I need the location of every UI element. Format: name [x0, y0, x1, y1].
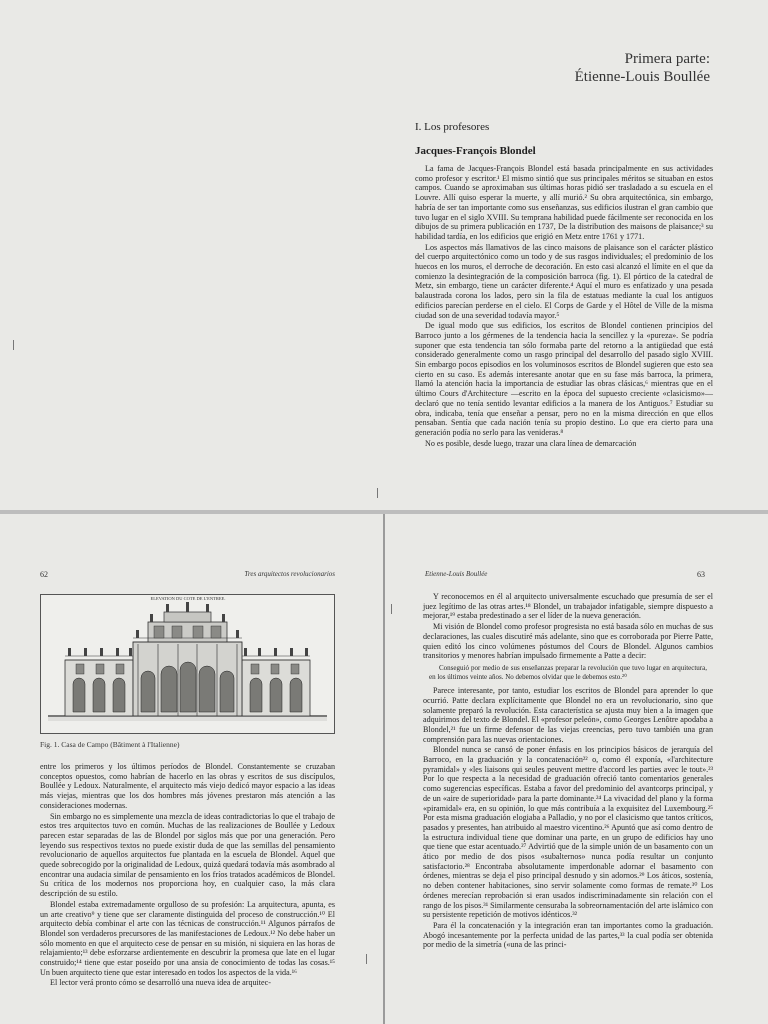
text-column [423, 592, 713, 951]
section-heading: I. Los profesores [415, 121, 490, 133]
facade-engraving [40, 594, 335, 734]
paragraph: De igual modo que sus edificios, los escritos de Blondel contienen principios del Barroco junto a los gérmenes de la tendencia hacia la sencillez y la «pureza». Se podría suponer que esta tendencia tan sólo formaba parte del retorno a la antigüedad que está considerado generalmente como un rasgo principal del desarrollo del pasado siglo XVIII. Sin embargo pocos episodios en los voluminosos escritos de Blondel sugieren que esto sea cierto en su caso. Es además interesante anotar que en su fase más barroca, la primera, llamó la atención hacia la importancia de estudiar las obras clásicas,⁶ mientras que en el último Cours d'Architecture —escrito en la época del supuesto creciente «clasicismo»— declaró que no tenía sentido levantar edificios a la manera de los Antiguos.⁷ Estudiar su obra, indicaba, tenía que enseñar a pensar, pero no en la misma dirección en que ellos pensaban. Sentía que cada nación tenía su propio destino. Lo que era cierto para una generación podía no serlo para las venideras.⁸ [415, 321, 713, 437]
page-left [0, 514, 383, 1024]
paragraph: Blondel nunca se cansó de poner énfasis en los principios básicos de jerarquía del Barroco, en la graduación y la concatenación²² o, como él exponía, «l'architecture pyramidal» y «les liaisons qui seules peuvent mettre d'accord les parties avec le tout».²³ Por lo que respecta a la necesidad de graduación ofreció tanto comentarios generales como sugerencias específicas. Estaba a favor del predominio del avantcorps principal, y de un «aire de superioridad» para la parte dominante.²⁴ La vivacidad del plano y la forma «piramidal» era, en su opinión, lo que más contribuía a la exquisitez del Luxembourg.²⁵ Por esta misma graduación elogiaba a Palladio, y no por el clasicismo que tantos críticos, pasados y presentes, han atribuido al maestro vicentino.²⁶ Apuntó que así como dentro de la estructura individual tiene que dominar una parte, en un grupo de edificios hay uno que tiene que estar acentuado.²⁷ Advirtió que de la simple unión de un basamento con un ático por medio de dos pisos «subalternos» nunca podía resultar un conjunto satisfactorio.²⁸ Encontraba absolutamente imperdonable adornar el basamento con órdenes, mientras se deja el piso principal desnudo y sin adornos.²⁹ Los áticos, sostenía, no deben contener habitaciones, sino servir solamente como formas de remate.³⁰ Los órdenes merecían reprobación si eran usados indiscriminadamente sin relación con el rango de los pisos.³¹ Similarmente censuraba la sobreornamentación del arte islámico con su persistente repetición de motivos idénticos.³² [423, 745, 713, 920]
margin-mark [377, 488, 378, 498]
part-title: Primera parte: [624, 51, 710, 67]
margin-mark [391, 604, 392, 614]
page-right [385, 514, 768, 1024]
paragraph: Los aspectos más llamativos de las cinco maisons de plaisance son el carácter plástico del cuerpo arquitectónico como un todo y de sus rasgos individuales; el predominio de los huecos en los muros, el derroche de decoración. En esto casi alcanzó el límite en el que da comienzo la desintegración de la composición barroca (fig. 1). El pórtico de la catedral de Metz, sin embargo, tiene un carácter diferente.⁴ Aquí el muro es enfatizado y una pesada balaustrada corona los lados, pero sin la fila de estatuas mediante la cual los antiguos edificios parecían perderse en el cielo. El Corps de Garde y el Hôtel de Ville de la misma ciudad son de una severidad todavía mayor.⁵ [415, 242, 713, 320]
paragraph: El lector verá pronto cómo se desarrolló una nueva idea de arquitec- [50, 978, 271, 988]
text-column [40, 762, 335, 989]
paragraph: Y reconocemos en él al arquitecto universalmente escuchado que presumía de ser el juez legítimo de las otras artes.¹⁸ Blondel, un trabajador infatigable, siempre dispuesto a mejorar,¹⁹ estaba predestinado a ser el líder de la nueva generación. [423, 592, 713, 621]
text-column [415, 164, 713, 449]
paragraph: La fama de Jacques-François Blondel está basada principalmente en sus actividades como profesor y escritor.¹ El mismo sintió que sus principales méritos se situaban en estos campos. Cuando se aproximaban sus últimas horas pidió ser trasladado a su escuela en el Louvre. Allí quiso esperar la muerte, y allí murió.² Su obra arquitectónica, sin embargo, habría de ser tan importante como sus enseñanzas, sus edificios ilustran el gran cambio que tuvo lugar en el siglo XVIII. Su temprana habilidad puede fácilmente ser reconocida en los dibujos de su primera publicación en 1737, De la distribution des maisons de plaisance;³ su habilidad tardía, en los edificios que erigió en Metz entre 1761 y 1771. [415, 164, 713, 241]
margin-mark [13, 340, 14, 350]
subsection-heading: Jacques-François Blondel [415, 145, 536, 157]
page-number: 62 [40, 570, 48, 579]
paragraph: Blondel estaba extremadamente orgulloso de su profesión: La arquitectura, apunta, es un arte creativo⁹ y tiene que ser claramente distinguida del proceso de construcción.¹⁰ El arquitecto debía combinar el arte con las técnicas de construcción.¹¹ Algunos párrafos de Blondel son verdaderos precursores de las manifestaciones de Ledoux.¹² No debe haber un sólo momento en que el arquitecto cese de pensar en su misión, ni siquiera en las horas de relajamiento;¹³ debe esforzarse ardientemente en descubrir la promesa que late en el lugar construido;¹⁴ tiene que estar poseído por una ansia de conocimiento de todas las cosas.¹⁵ Un buen arquitecto tiene que estar interesado en todos los aspectos de la vida.¹⁶ [40, 899, 335, 977]
running-head: Tres arquitectos revolucionarios [244, 570, 335, 578]
figure-caption: Fig. 1. Casa de Campo (Bâtiment à l'Italienne) [40, 740, 180, 749]
paragraph: entre los primeros y los últimos períodos de Blondel. Constantemente se cruzaban conceptos opuestos, como habrían de hacerlo en las obras y escritos de sus discípulos, Boullée y Ledoux. Naturalmente, el arquitecto más viejo dedicó mayor espacio a las ideas más viejas, mientras que los dos hombres más jóvenes prestaron más atención a las consideraciones modernas. [40, 762, 335, 810]
page-number: 63 [697, 570, 705, 579]
part-subtitle: Étienne-Louis Boullée [574, 69, 710, 85]
paragraph: No es posible, desde luego, trazar una clara línea de demarcación [425, 438, 637, 448]
block-quote: Conseguió por medio de sus enseñanzas preparar la revolución que tuvo lugar en arquitectura, en los últimos veinte años. No debemos olvidar que le debemos esto.²⁰ [429, 663, 707, 681]
running-head: Etienne-Louis Boullée [425, 570, 488, 578]
paragraph: Mi visión de Blondel como profesor progresista no está basada sólo en muchas de sus declaraciones, las cuales discutiré más adelante, sino que es corroborada por Pierre Patte, quien editó los cinco volúmenes póstumos del Cours de Blondel. Algunos cambios transitorios y menores habrían impulsado firmemente a Patte a decir: [423, 622, 713, 661]
figure-casa-de-campo [40, 594, 335, 734]
paragraph: Parece interesante, por tanto, estudiar los escritos de Blondel para aprender lo que ocurrió. Patte declara explícitamente que Blondel no era un revolucionario, sino que solamente preparó la revolución. Esta característica se ajusta muy bien a la imagen que adquirimos del texto de Blondel. El «profesor peleón», como Georges Lenôtre apodaba a Blondel,²¹ fue un firme defensor de las viejas creencias, pero tuvo también una gran comprensión para las nuevas orientaciones. [423, 686, 713, 744]
margin-mark [366, 954, 367, 964]
page-top [0, 0, 768, 510]
paragraph: Sin embargo no es simplemente una mezcla de ideas contradictorias lo que el trabajo de estos tres arquitectos tuvo en común. Muchas de las realizaciones de Boullée y Ledoux parecen estar separadas de las de Blondel por siglos más que por una generación. Pero leyendo sus respectivos textos no puede existir duda de que las semillas del pensamiento revolucionario de aquellos arquitectos fue plantada en la escuela de Blondel. Aquel que quede sobrecogido por la originalidad de Ledoux, quizá quedará todavía más asombrado al encontrar una audacia similar de pensamiento en los fríos tratados académicos de Blondel. Su crítica de los modernos nos proporciona hoy, en cualquier caso, la más clara descripción de su estilo. [40, 811, 335, 899]
figure-label: ELEVATION DU COTE DE L'ENTREE. [150, 596, 226, 601]
paragraph: Para él la concatenación y la integración eran tan importantes como la graduación. Abogó incesantemente por la perfecta unidad de las partes,³³ la cual podía ser obtenida por medio de la simetría («una de las princi- [423, 920, 713, 950]
